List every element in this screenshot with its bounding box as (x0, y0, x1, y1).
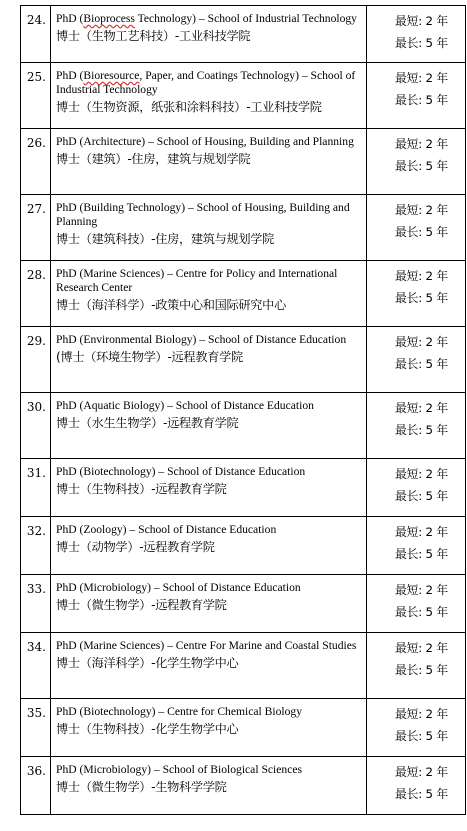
duration-maximum: 最长: 5 年 (395, 159, 448, 173)
program-name-english (56, 333, 362, 347)
program-name-english (56, 399, 362, 413)
program-cell (51, 129, 367, 195)
table-row (21, 699, 466, 757)
program-name-chinese: 博士（海洋科学）-政策中心和国际研究中心 (56, 298, 286, 312)
program-name-english-part: PhD (Aquatic Biology) – School of Distance Education (56, 399, 314, 412)
duration-cell (367, 261, 466, 327)
duration-maximum: 最长: 5 年 (395, 357, 448, 371)
duration-cell (367, 699, 466, 757)
row-number: 34. (21, 633, 51, 699)
program-name-english-part: PhD (Microbiology) – School of Distance Education (56, 581, 301, 594)
program-name-chinese: 博士（微生物学）-生物科学学院 (56, 780, 227, 794)
program-name-chinese: (博士（环境生物学）-远程教育学院 (56, 350, 243, 364)
program-cell (51, 757, 367, 815)
table-row (21, 459, 466, 517)
program-cell (51, 575, 367, 633)
program-cell (51, 327, 367, 393)
duration-minimum: 最短: 2 年 (395, 401, 448, 415)
duration-maximum: 最长: 5 年 (395, 547, 448, 561)
program-table (20, 5, 466, 815)
program-name-english (56, 705, 362, 719)
program-cell (51, 459, 367, 517)
program-cell (51, 517, 367, 575)
program-name-chinese: 博士（生物工艺科技）-工业科技学院 (56, 29, 251, 43)
duration-minimum: 最短: 2 年 (395, 203, 448, 217)
program-name-chinese: 博士（动物学）-远程教育学院 (56, 540, 215, 554)
duration-cell (367, 195, 466, 261)
program-name-english (56, 135, 362, 149)
table-row (21, 6, 466, 63)
table-row (21, 757, 466, 815)
duration-cell (367, 63, 466, 129)
duration-minimum: 最短: 2 年 (395, 525, 448, 539)
duration-minimum: 最短: 2 年 (395, 269, 448, 283)
duration-cell (367, 327, 466, 393)
program-name-english-part: PhD (Biotechnology) – Centre for Chemical Biology (56, 705, 303, 718)
table-row (21, 393, 466, 459)
program-name-chinese: 博士（生物科技）-化学生物学中心 (56, 722, 239, 736)
duration-minimum: 最短: 2 年 (395, 765, 448, 779)
duration-cell (367, 517, 466, 575)
program-name-chinese: 博士（微生物学）-远程教育学院 (56, 598, 227, 612)
row-number: 26. (21, 129, 51, 195)
row-number: 33. (21, 575, 51, 633)
duration-maximum: 最长: 5 年 (395, 225, 448, 239)
row-number: 25. (21, 63, 51, 129)
program-name-chinese: 博士（建筑科技）-住房，建筑与规划学院 (56, 232, 275, 246)
duration-maximum: 最长: 5 年 (395, 489, 448, 503)
program-table-wrapper (20, 5, 465, 815)
duration-cell (367, 459, 466, 517)
duration-cell (367, 757, 466, 815)
duration-maximum: 最长: 5 年 (395, 291, 448, 305)
table-row (21, 633, 466, 699)
program-name-english-part: PhD ( (56, 12, 84, 25)
duration-cell (367, 633, 466, 699)
program-name-english (56, 69, 362, 97)
program-name-english-part: PhD (Marine Sciences) – Centre For Marine and Coastal Studies (56, 639, 357, 652)
duration-cell (367, 129, 466, 195)
program-name-english-part: PhD (Marine Sciences) – Centre for Policy and International Research Center (56, 267, 338, 294)
spellcheck-flagged-word: Bioprocess (83, 12, 135, 25)
program-table-body (21, 6, 466, 815)
program-name-english-part: PhD (Biotechnology) – School of Distance Education (56, 465, 306, 478)
duration-cell (367, 6, 466, 63)
program-cell (51, 261, 367, 327)
table-row (21, 129, 466, 195)
spellcheck-flagged-word: Bioresource (83, 69, 140, 82)
program-name-english (56, 465, 362, 479)
row-number: 30. (21, 393, 51, 459)
duration-minimum: 最短: 2 年 (395, 335, 448, 349)
row-number: 29. (21, 327, 51, 393)
program-cell (51, 633, 367, 699)
program-cell (51, 6, 367, 63)
duration-minimum: 最短: 2 年 (395, 14, 448, 28)
program-name-english (56, 639, 362, 653)
program-name-chinese: 博士（生物科技）-远程教育学院 (56, 482, 227, 496)
program-name-english (56, 763, 362, 777)
program-name-english-part: Technology) – School of Industrial Technology (134, 12, 357, 25)
duration-cell (367, 575, 466, 633)
program-name-english-part: PhD ( (56, 69, 84, 82)
program-name-english (56, 12, 362, 26)
program-cell (51, 63, 367, 129)
table-row (21, 63, 466, 129)
table-row (21, 261, 466, 327)
duration-maximum: 最长: 5 年 (395, 729, 448, 743)
duration-maximum: 最长: 5 年 (395, 787, 448, 801)
program-name-english-part: PhD (Environmental Biology) – School of Distance Education (56, 333, 347, 346)
program-name-english-part: PhD (Zoology) – School of Distance Education (56, 523, 277, 536)
row-number: 35. (21, 699, 51, 757)
row-number: 32. (21, 517, 51, 575)
program-cell (51, 699, 367, 757)
duration-minimum: 最短: 2 年 (395, 137, 448, 151)
duration-maximum: 最长: 5 年 (395, 93, 448, 107)
program-cell (51, 393, 367, 459)
duration-maximum: 最长: 5 年 (395, 605, 448, 619)
program-name-chinese: 博士（建筑）-住房，建筑与规划学院 (56, 152, 251, 166)
row-number: 28. (21, 261, 51, 327)
program-name-english (56, 267, 362, 295)
table-row (21, 195, 466, 261)
duration-minimum: 最短: 2 年 (395, 467, 448, 481)
table-row (21, 517, 466, 575)
program-name-english (56, 201, 362, 229)
duration-maximum: 最长: 5 年 (395, 663, 448, 677)
row-number: 36. (21, 757, 51, 815)
duration-minimum: 最短: 2 年 (395, 641, 448, 655)
row-number: 27. (21, 195, 51, 261)
duration-maximum: 最长: 5 年 (395, 36, 448, 50)
program-name-english-part: PhD (Microbiology) – School of Biological Sciences (56, 763, 303, 776)
row-number: 24. (21, 6, 51, 63)
program-cell (51, 195, 367, 261)
row-number: 31. (21, 459, 51, 517)
table-row (21, 327, 466, 393)
duration-minimum: 最短: 2 年 (395, 583, 448, 597)
program-name-english (56, 581, 362, 595)
program-name-chinese: 博士（水生生物学）-远程教育学院 (56, 416, 239, 430)
duration-minimum: 最短: 2 年 (395, 71, 448, 85)
table-row (21, 575, 466, 633)
program-name-english-part: PhD (Building Technology) – School of Housing, Building and Planning (56, 201, 350, 228)
program-name-english (56, 523, 362, 537)
duration-maximum: 最长: 5 年 (395, 423, 448, 437)
duration-minimum: 最短: 2 年 (395, 707, 448, 721)
program-name-chinese: 博士（海洋科学）-化学生物学中心 (56, 656, 239, 670)
program-name-chinese: 博士（生物资源，纸张和涂料科技）-工业科技学院 (56, 100, 322, 114)
duration-cell (367, 393, 466, 459)
program-name-english-part: , Paper, and Coatings Technology) – School of Industrial Technology (56, 69, 356, 96)
program-name-english-part: PhD (Architecture) – School of Housing, Building and Planning (56, 135, 354, 148)
